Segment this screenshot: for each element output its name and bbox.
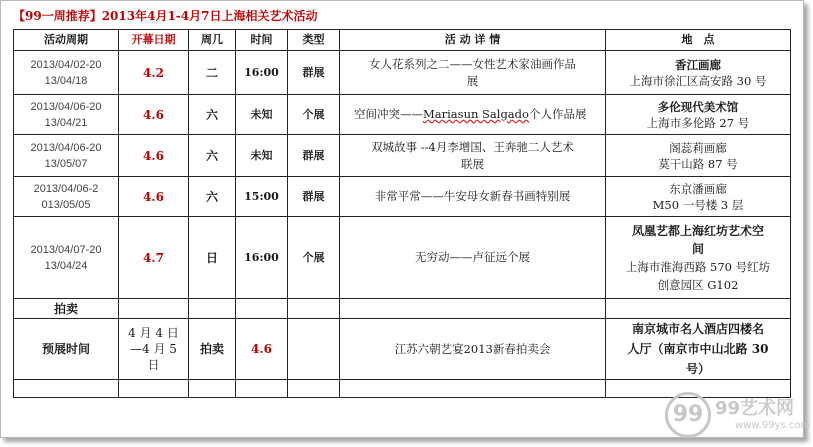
type-cell: 群展 <box>288 177 340 217</box>
open-date-cell: 4.6 <box>119 135 189 177</box>
header-open-date: 开幕日期 <box>119 30 189 51</box>
location-cell: 东京潘画廊 M50 一号楼 3 层 <box>606 177 791 217</box>
period-cell: 2013/04/02-20 13/04/18 <box>14 51 119 95</box>
header-location: 地 点 <box>606 30 791 51</box>
auction-location-cell: 南京城市名人酒店四楼名 人厅（南京市中山北路 30 号） <box>606 319 791 380</box>
open-date-cell: 4.7 <box>119 217 189 299</box>
period-cell: 2013/04/06-20 13/05/07 <box>14 135 119 177</box>
location-cell: 多伦现代美术馆 上海市多伦路 27 号 <box>606 95 791 135</box>
weekday-cell: 六 <box>189 135 236 177</box>
time-cell: 15:00 <box>236 177 288 217</box>
header-period: 活动周期 <box>14 30 119 51</box>
header-time: 时间 <box>236 30 288 51</box>
open-date-cell: 4.2 <box>119 51 189 95</box>
table-row <box>14 177 791 217</box>
preview-time-label: 预展时间 <box>14 319 119 380</box>
type-cell: 个展 <box>288 95 340 135</box>
auction-date-cell: 4 月 4 日 —4 月 5 日 <box>119 319 189 380</box>
weekday-cell: 二 <box>189 51 236 95</box>
period-cell: 2013/04/06-2 013/05/05 <box>14 177 119 217</box>
table-row <box>14 51 791 95</box>
page-title: 【99一周推荐】2013年4月1-4月7日上海相关艺术活动 <box>13 9 318 23</box>
watermark-name: 99艺术网 <box>715 398 795 419</box>
table-row <box>14 217 791 299</box>
type-cell: 群展 <box>288 51 340 95</box>
header-type: 类型 <box>288 30 340 51</box>
weekday-cell: 日 <box>189 217 236 299</box>
events-table <box>13 29 791 398</box>
table-row <box>14 95 791 135</box>
auction-section-row <box>14 299 791 319</box>
table-row <box>14 135 791 177</box>
type-cell: 群展 <box>288 135 340 177</box>
location-cell: 香江画廊 上海市徐汇区高安路 30 号 <box>606 51 791 95</box>
auction-row <box>14 319 791 380</box>
detail-cell: 空间冲突——Mariasun Salgado个人作品展 <box>340 95 606 135</box>
weekday-cell: 六 <box>189 177 236 217</box>
open-date-cell: 4.6 <box>119 95 189 135</box>
location-cell: 凤凰艺都上海红坊艺术空 间 上海市淮海西路 570 号红坊 创意园区 G102 <box>606 217 791 299</box>
detail-cell: 女人花系列之二——女性艺术家油画作品 展 <box>340 51 606 95</box>
watermark-url: www.99ys.com <box>735 420 811 431</box>
header-row <box>14 30 791 51</box>
watermark-logo-icon: 99 <box>665 392 711 438</box>
detail-cell: 双城故事 --4月李增国、王奔驰二人艺术 联展 <box>340 135 606 177</box>
weekday-cell: 六 <box>189 95 236 135</box>
time-cell: 未知 <box>236 135 288 177</box>
open-date-cell: 4.6 <box>119 177 189 217</box>
period-cell: 2013/04/06-20 13/04/21 <box>14 95 119 135</box>
auction-kind-cell: 拍卖 <box>189 319 236 380</box>
detail-cell: 非常平常——牛安母女新春书画特别展 <box>340 177 606 217</box>
time-cell: 未知 <box>236 95 288 135</box>
time-cell: 16:00 <box>236 51 288 95</box>
auction-open-cell: 4.6 <box>236 319 288 380</box>
auction-section-label: 拍卖 <box>14 299 119 319</box>
time-cell: 16:00 <box>236 217 288 299</box>
header-weekday: 周几 <box>189 30 236 51</box>
auction-detail-cell: 江苏六朝艺宴2013新春拍卖会 <box>340 319 606 380</box>
type-cell: 个展 <box>288 217 340 299</box>
period-cell: 2013/04/07-20 13/04/24 <box>14 217 119 299</box>
header-detail: 活 动 详 情 <box>340 30 606 51</box>
location-cell: 阁蕊莉画廊 莫干山路 87 号 <box>606 135 791 177</box>
detail-cell: 无穷动——卢征远个展 <box>340 217 606 299</box>
watermark <box>665 392 811 444</box>
